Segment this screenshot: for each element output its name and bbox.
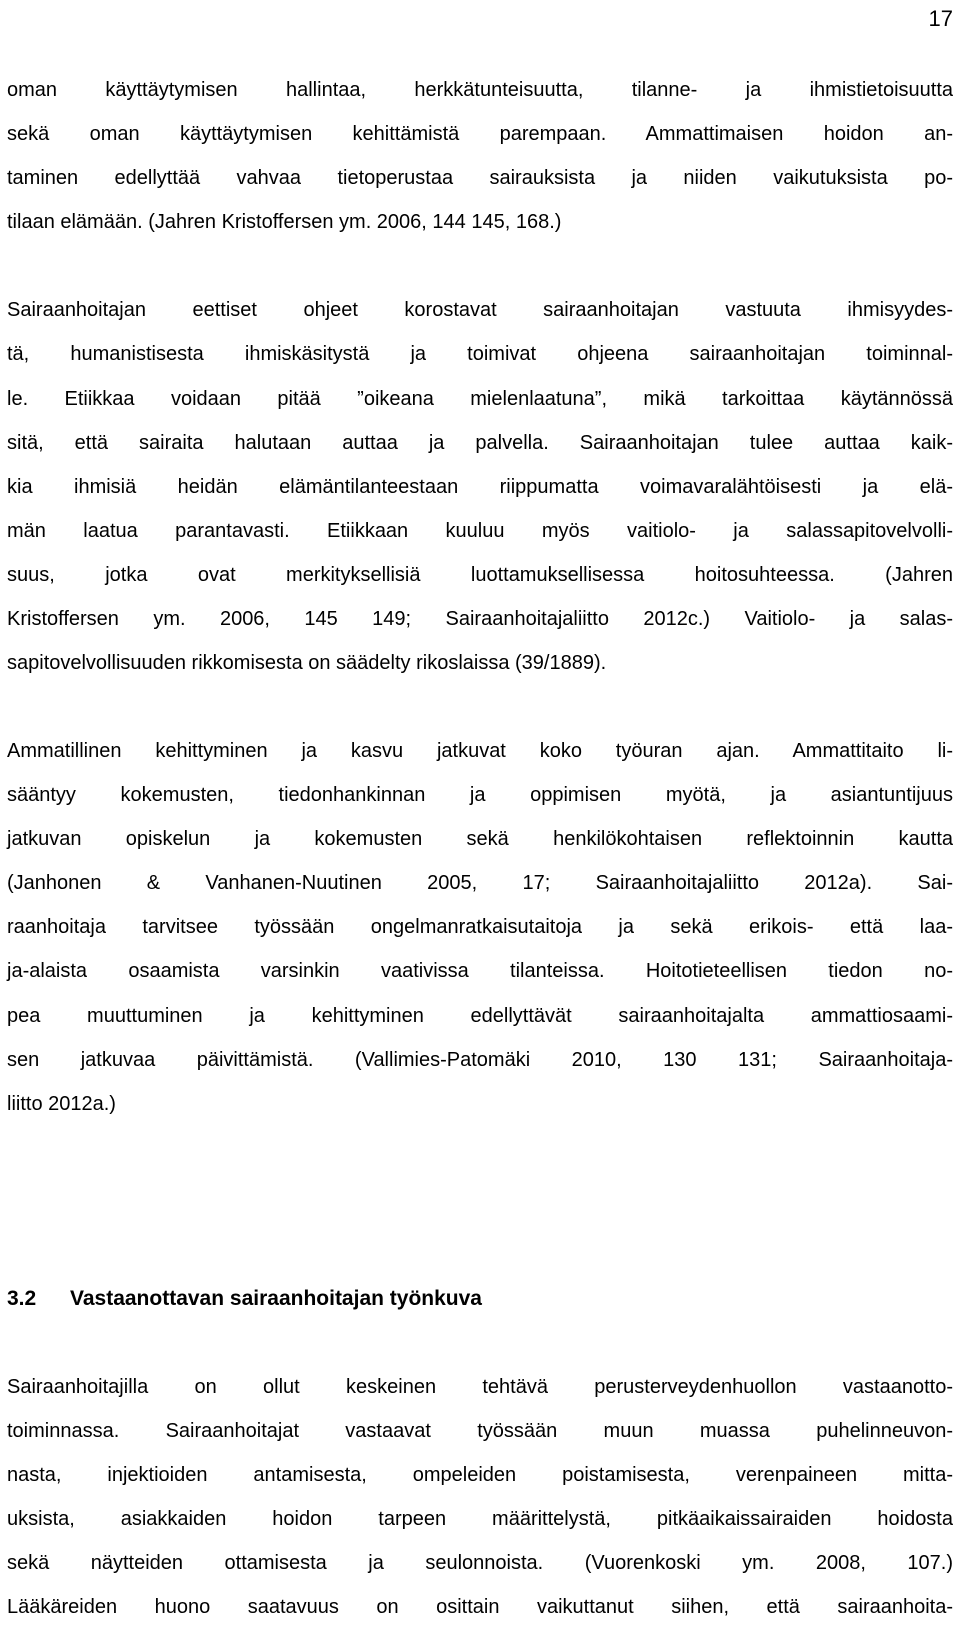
paragraph-2-line-2: tä, humanistisesta ihmiskäsitystä ja toimivat ohjeena sairaanhoitajan toiminnal- [7,343,953,365]
paragraph-3-line-3: jatkuvan opiskelun ja kokemusten sekä henkilökohtaisen reflektoinnin kautta [7,828,953,850]
paragraph-3-line-4: (Janhonen & Vanhanen-Nuutinen 2005, 17; Sairaanhoitajaliitto 2012a). Sai- [7,872,953,894]
paragraph-4-line-1: Sairaanhoitajilla on ollut keskeinen tehtävä perusterveydenhuollon vastaanotto- [7,1376,953,1398]
paragraph-4-line-3: nasta, injektioiden antamisesta, ompeleiden poistamisesta, verenpaineen mitta- [7,1464,953,1486]
paragraph-3-line-9: liitto 2012a.) [7,1093,116,1115]
paragraph-3-line-1: Ammatillinen kehittyminen ja kasvu jatkuvat koko työuran ajan. Ammattitaito li- [7,740,953,762]
paragraph-2-line-8: Kristoffersen ym. 2006, 145 149; Sairaanhoitajaliitto 2012c.) Vaitiolo- ja salas- [7,608,953,630]
page-number: 17 [928,6,953,31]
paragraph-2-line-5: kia ihmisiä heidän elämäntilanteestaan riippumatta voimavaralähtöisesti ja elä- [7,476,953,498]
paragraph-1-line-3: taminen edellyttää vahvaa tietoperustaa sairauksista ja niiden vaikutuksista po- [7,167,953,189]
paragraph-3-line-5: raanhoitaja tarvitsee työssään ongelmanratkaisutaitoja ja sekä erikois- että laa- [7,916,953,938]
paragraph-3-line-2: sääntyy kokemusten, tiedonhankinnan ja oppimisen myötä, ja asiantuntijuus [7,784,953,806]
paragraph-4-line-2: toiminnassa. Sairaanhoitajat vastaavat työssään muun muassa puhelinneuvon- [7,1420,953,1442]
section-title: Vastaanottavan sairaanhoitajan työnkuva [70,1287,482,1310]
paragraph-1-line-4: tilaan elämään. (Jahren Kristoffersen ym. 2006, 144 145, 168.) [7,211,562,233]
paragraph-2-line-6: män laatua parantavasti. Etiikkaan kuuluu myös vaitiolo- ja salassapitovelvolli- [7,520,953,542]
paragraph-4-line-6: Lääkäreiden huono saatavuus on osittain vaikuttanut siihen, että sairaanhoita- [7,1596,953,1618]
paragraph-4-line-4: uksista, asiakkaiden hoidon tarpeen määrittelystä, pitkäaikaissairaiden hoidosta [7,1508,953,1530]
paragraph-3-line-8: sen jatkuvaa päivittämistä. (Vallimies-Patomäki 2010, 130 131; Sairaanhoitaja- [7,1049,953,1071]
paragraph-2-line-1: Sairaanhoitajan eettiset ohjeet korostavat sairaanhoitajan vastuuta ihmisyydes- [7,299,953,321]
paragraph-2-line-4: sitä, että sairaita halutaan auttaa ja palvella. Sairaanhoitajan tulee auttaa kaik- [7,432,953,454]
paragraph-2-line-3: le. Etiikkaa voidaan pitää ”oikeana mielenlaatuna”, mikä tarkoittaa käytännössä [7,388,953,410]
paragraph-3-line-7: pea muuttuminen ja kehittyminen edellyttävät sairaanhoitajalta ammattiosaami- [7,1005,953,1027]
paragraph-1-line-2: sekä oman käyttäytymisen kehittämistä parempaan. Ammattimaisen hoidon an- [7,123,953,145]
paragraph-3-line-6: ja-alaista osaamista varsinkin vaativissa tilanteissa. Hoitotieteellisen tiedon no- [7,960,953,982]
paragraph-4-line-5: sekä näytteiden ottamisesta ja seulonnoista. (Vuorenkoski ym. 2008, 107.) [7,1552,953,1574]
section-number: 3.2 [7,1287,37,1310]
paragraph-2-line-9: sapitovelvollisuuden rikkomisesta on säädelty rikoslaissa (39/1889). [7,652,607,674]
paragraph-1-line-1: oman käyttäytymisen hallintaa, herkkätunteisuutta, tilanne- ja ihmistietoisuutta [7,79,953,101]
paragraph-2-line-7: suus, jotka ovat merkityksellisiä luottamuksellisessa hoitosuhteessa. (Jahren [7,564,953,586]
